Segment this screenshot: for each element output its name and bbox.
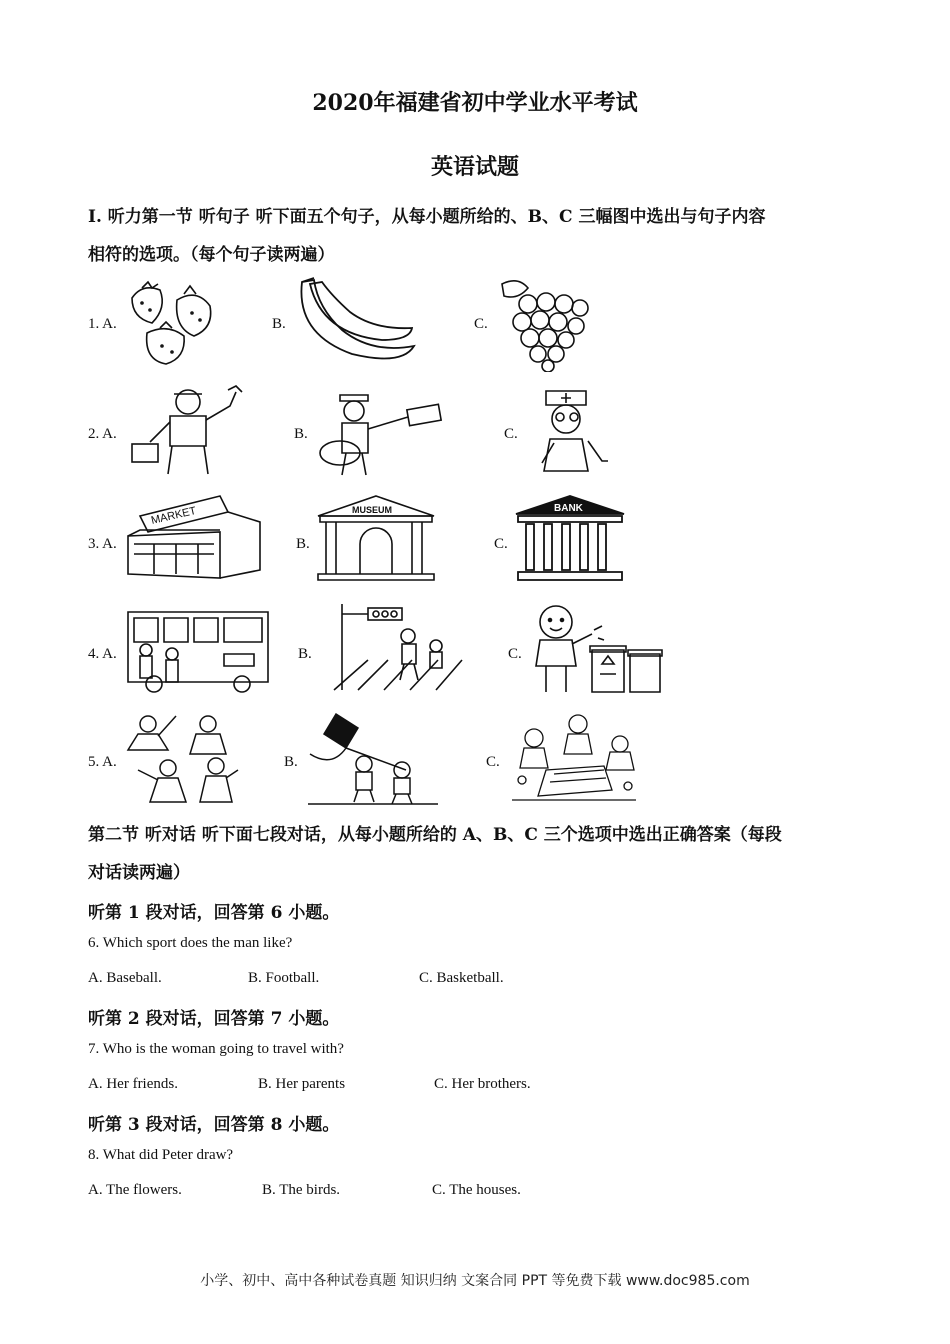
bank-picture xyxy=(514,494,626,582)
q1-label-b: B. xyxy=(272,316,286,332)
doctor-picture xyxy=(524,383,616,475)
q2-label-a: 2. A. xyxy=(88,426,117,442)
museum-sign-text: MUSEUM xyxy=(352,505,392,515)
dialog3-intro: 听第 3 段对话，回答第 8 小题。 xyxy=(88,1115,340,1135)
q8-option-c: C. The houses. xyxy=(432,1182,521,1198)
grapes-picture xyxy=(498,274,593,372)
strawberries-picture xyxy=(122,278,222,368)
market-sign-text: MARKET xyxy=(149,504,198,527)
part2-heading xyxy=(88,816,878,892)
question-6: 6. Which sport does the man like? xyxy=(88,935,293,951)
part2-heading-line2: 对话读两遍） xyxy=(88,863,190,883)
q5-label-a: 5. A. xyxy=(88,754,117,770)
page-footer: 小学、初中、高中各种试卷真题 知识归纳 文案合同 PPT 等免费下载 www.doc985.com xyxy=(200,1273,750,1289)
q1-label-c: C. xyxy=(474,316,488,332)
q1-label-a: 1. A. xyxy=(88,316,117,332)
dialog2-intro: 听第 2 段对话，回答第 7 小题。 xyxy=(88,1009,340,1029)
bananas-picture xyxy=(292,274,422,369)
part2-heading-line1: 第二节 听对话 听下面七段对话，从每小题所给的 A、B、C 三个选项中选出正确答案（每段 xyxy=(88,825,782,845)
picnic-picture xyxy=(508,710,640,804)
question-7: 7. Who is the woman going to travel with? xyxy=(88,1041,344,1057)
q3-label-a: 3. A. xyxy=(88,536,117,552)
bank-sign-text: BANK xyxy=(554,503,583,514)
market-picture xyxy=(124,492,264,582)
q4-label-a: 4. A. xyxy=(88,646,117,662)
q7-option-b: B. Her parents xyxy=(258,1076,346,1092)
part1-heading-line1: Ⅰ. 听力第一节 听句子 听下面五个句子，从每小题所给的、B、C 三幅图中选出与句子内容 xyxy=(88,207,766,227)
q5-label-c: C. xyxy=(486,754,500,770)
q3-label-b: B. xyxy=(296,536,310,552)
q2-label-c: C. xyxy=(504,426,518,442)
recycling-picture xyxy=(532,602,666,694)
q7-option-c: C. Her brothers. xyxy=(434,1076,531,1092)
kite-picture xyxy=(306,710,440,806)
museum-picture xyxy=(316,494,436,582)
q6-option-c: C. Basketball. xyxy=(419,970,504,986)
bus-picture xyxy=(124,604,272,694)
q7-option-a: A. Her friends. xyxy=(88,1076,178,1092)
part1-heading xyxy=(88,198,878,274)
part1-heading-line2: 相符的选项。（每个句子读两遍） xyxy=(88,245,335,265)
q6-option-b: B. Football. xyxy=(248,970,320,986)
crossing-picture xyxy=(328,602,466,692)
dialog1-intro: 听第 1 段对话，回答第 6 小题。 xyxy=(88,903,340,923)
q6-option-a: A. Baseball. xyxy=(88,970,162,986)
q2-label-b: B. xyxy=(294,426,308,442)
worker-picture xyxy=(124,382,260,478)
q4-label-c: C. xyxy=(508,646,522,662)
q8-option-b: B. The birds. xyxy=(262,1182,341,1198)
postman-picture xyxy=(316,385,452,477)
q5-label-b: B. xyxy=(284,754,298,770)
dancing-picture xyxy=(122,710,242,806)
page-title: 2020年福建省初中学业水平考试 xyxy=(312,90,638,116)
page-subtitle: 英语试题 xyxy=(430,154,519,180)
q8-option-a: A. The flowers. xyxy=(88,1182,182,1198)
q3-label-c: C. xyxy=(494,536,508,552)
q4-label-b: B. xyxy=(298,646,312,662)
question-8: 8. What did Peter draw? xyxy=(88,1147,234,1163)
